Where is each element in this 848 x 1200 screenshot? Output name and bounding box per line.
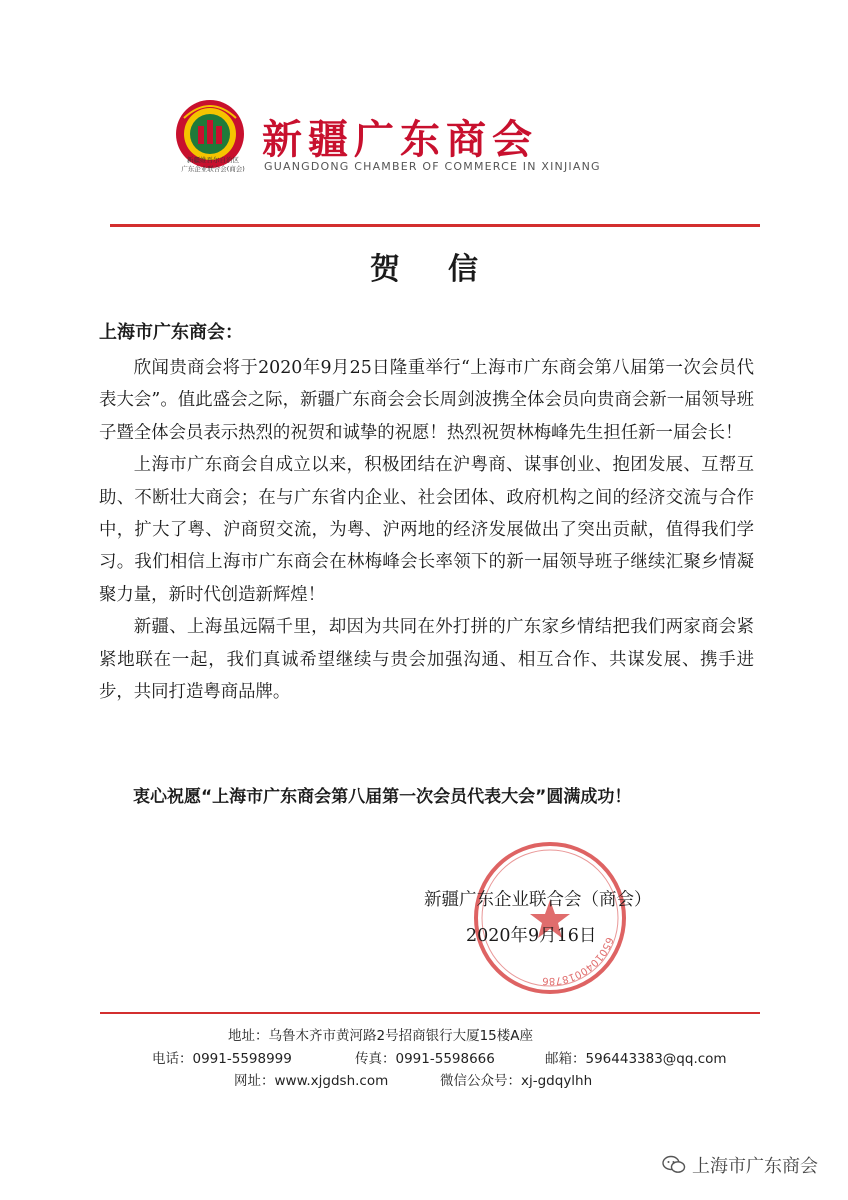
paragraph: 上海市广东商会自成立以来，积极团结在沪粤商、谋事创业、抱团发展、互帮互助、不断壮大商会；在与广东省内企业、社会团体、政府机构之间的经济交流与合作中，扩大了粤、沪商贸交流，为粤、沪两地的经济发展做出了突出贡献，值得我们学习。我们相信上海市广东商会在林梅峰会长率领下的新一届领导班子继续汇聚乡情凝聚力量，新时代创造新辉煌！ xyxy=(99,455,754,605)
closing-wish: 衷心祝愿“上海市广东商会第八届第一次会员代表大会”圆满成功！ xyxy=(133,787,632,807)
bottom-divider xyxy=(100,1012,760,1014)
org-name-chinese: 新疆广东商会 xyxy=(262,117,538,163)
paragraph: 新疆、上海虽远隔千里，却因为共同在外打拼的广东家乡情结把我们两家商会紧紧地联在一起，我们真诚希望继续与贵会加强沟通、相互合作、共谋发展、携手进步，共同打造粤商品牌。 xyxy=(99,617,754,703)
letter-title: 贺信 xyxy=(370,252,526,287)
footer-fax: 传真：0991-5598666 xyxy=(355,1051,495,1067)
paragraph: 欣闻贵商会将于2020年9月25日隆重举行“上海市广东商会第八届第一次会员代表大会”。值此盛会之际，新疆广东商会会长周剑波携全体会员向贵商会新一届领导班子暨全体会员表示热烈的祝贺和诚挚的祝愿！热烈祝贺林梅峰先生担任新一届会长！ xyxy=(99,358,754,443)
seal-number: 6501040018786 xyxy=(541,935,615,987)
org-name-english: GUANGDONG CHAMBER OF COMMERCE IN XINJIANG xyxy=(264,160,601,173)
letter-body xyxy=(99,352,754,708)
top-divider xyxy=(110,224,760,227)
signer: 新疆广东企业联合会（商会） xyxy=(424,890,652,910)
watermark xyxy=(662,1152,818,1178)
footer-email: 邮箱：596443383@qq.com xyxy=(545,1051,727,1067)
footer-phone: 电话：0991-5598999 xyxy=(152,1051,292,1067)
signature-date: 2020年9月16日 xyxy=(466,926,597,946)
official-seal-icon xyxy=(470,838,630,998)
footer-website: 网址：www.xjgdsh.com xyxy=(234,1073,389,1089)
letterhead xyxy=(0,0,848,235)
wechat-icon xyxy=(662,1155,686,1175)
footer-address: 地址：乌鲁木齐市黄河路2号招商银行大厦15楼A座 xyxy=(228,1028,534,1044)
watermark-text: 上海市广东商会 xyxy=(692,1156,818,1177)
emblem-caption: 新疆维吾尔自治区 广东企业联合会(商会) xyxy=(181,156,245,173)
footer-wechat: 微信公众号：xj-gdqylhh xyxy=(440,1073,593,1089)
salutation: 上海市广东商会： xyxy=(99,322,243,343)
